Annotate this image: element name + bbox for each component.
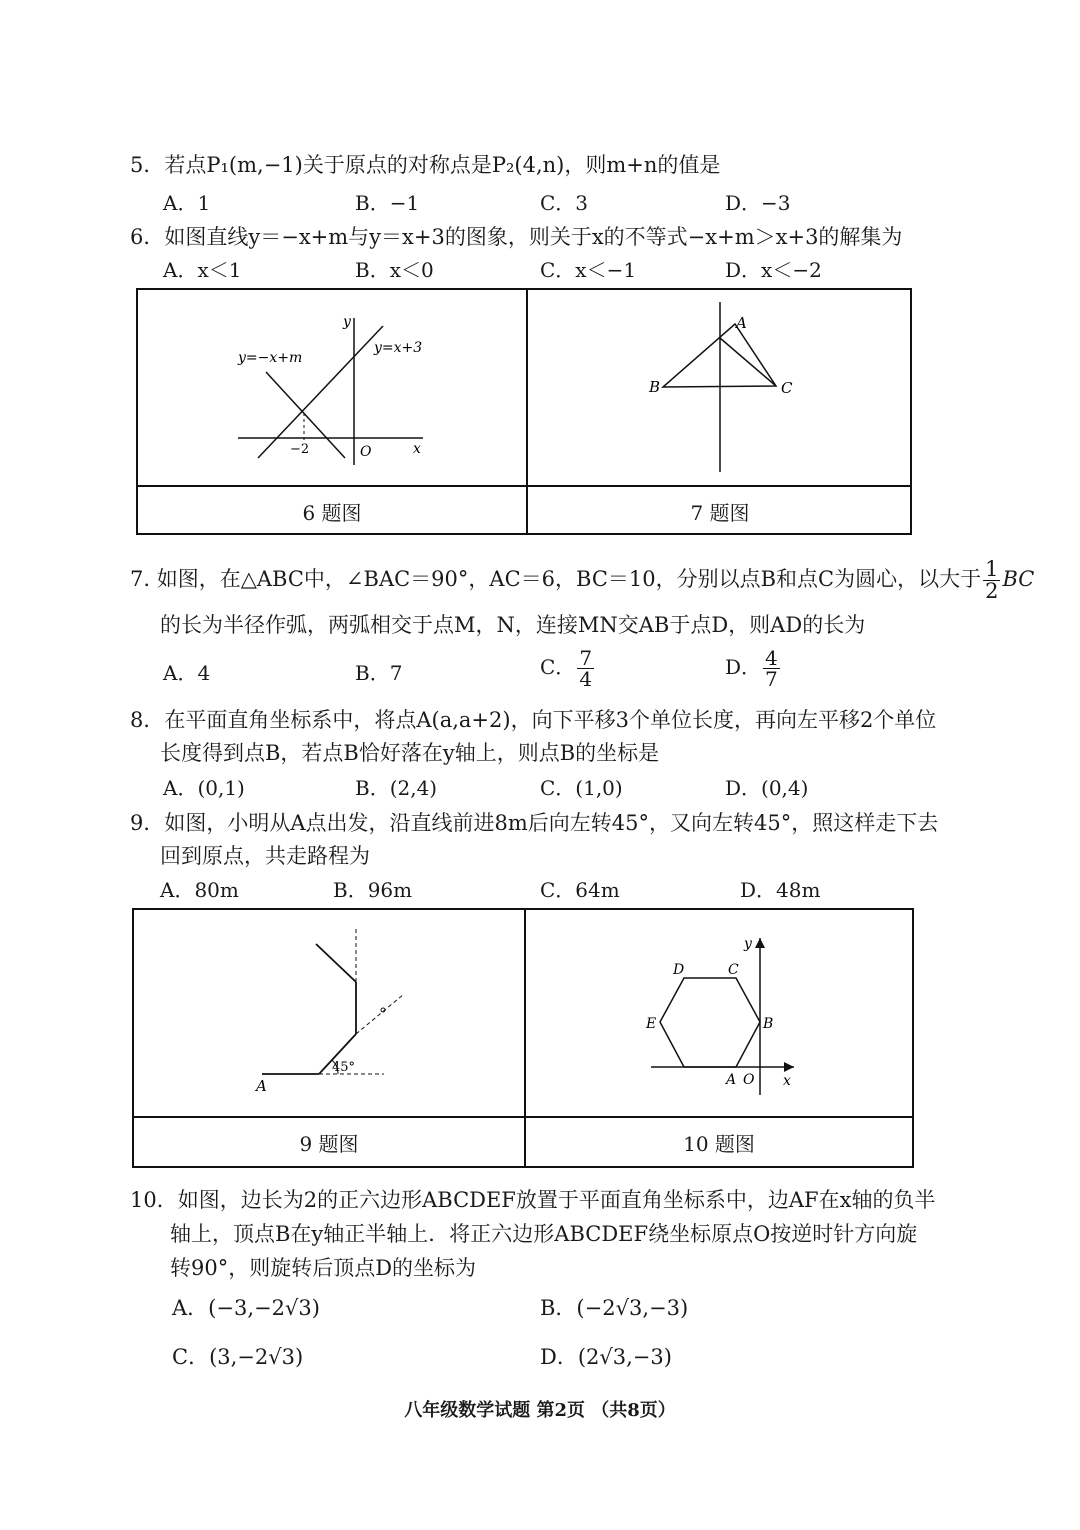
figure-10-hexagon: [526, 910, 912, 1116]
q7-stem-line2: 的长为半径作弧，两弧相交于点M，N，连接MN交AB于点D，则AD的长为: [160, 613, 866, 637]
q8-stem-line1: 8．在平面直角坐标系中，将点A(a,a+2)，向下平移3个单位长度，再向左平移2个单位: [130, 708, 937, 732]
q7-option-a: A．4: [163, 661, 211, 685]
point-a-label: A: [736, 314, 747, 332]
figure-10-caption: 10 题图: [683, 1132, 755, 1156]
figure-table-9-10: [132, 908, 914, 1168]
frac-numerator: 1: [985, 557, 999, 581]
x-axis-arrow: [784, 1062, 794, 1072]
x-axis-label: x: [783, 1073, 791, 1089]
point-c-label: C: [728, 962, 739, 978]
q7-option-c-fraction: [577, 648, 594, 689]
q5-option-c: C．3: [540, 191, 589, 215]
q10-stem-line1: 10．如图，边长为2的正六边形ABCDEF放置于平面直角坐标系中，边AF在x轴的负半: [130, 1188, 936, 1212]
q5-stem: 5．若点P₁(m,−1)关于原点的对称点是P₂(4,n)，则m+n的值是: [130, 153, 721, 177]
y-axis-arrow: [755, 938, 765, 948]
q7-option-d-fraction: [763, 648, 780, 689]
figure-7-triangle: [528, 290, 912, 485]
q7-stem-line1: [130, 559, 1034, 602]
figure-table-6-7: [136, 288, 912, 535]
q8-option-a: A．(0,1): [163, 776, 245, 800]
q9-option-b: B．96m: [333, 878, 413, 902]
q10-option-d: D．(2√3,−3): [540, 1345, 672, 1369]
q10-stem-line2: 轴上，顶点B在y轴正半轴上．将正六边形ABCDEF绕坐标原点O按逆时针方向旋: [170, 1222, 918, 1246]
q6-option-c: C．x＜−1: [540, 258, 637, 282]
q9-stem-line2: 回到原点，共走路程为: [160, 844, 370, 868]
figure-9-caption: 9 题图: [299, 1132, 359, 1156]
q10-option-b: B．(−2√3,−3): [540, 1296, 689, 1320]
page-footer: 八年级数学试题 第2页 （共8页）: [404, 1400, 676, 1421]
figure-6-caption: 6 题图: [302, 501, 362, 525]
q9-stem-line1: 9．如图，小明从A点出发，沿直线前进8m后向左转45°，又向左转45°，照这样走下去: [130, 811, 939, 835]
frac-numerator: 7: [579, 646, 593, 670]
q8-stem-line2: 长度得到点B，若点B恰好落在y轴上，则点B的坐标是: [160, 741, 660, 765]
q8-option-c: C．(1,0): [540, 776, 623, 800]
q5-option-b: B．−1: [355, 191, 420, 215]
q10-option-c: C．(3,−2√3): [172, 1345, 304, 1369]
point-d-label: D: [673, 962, 685, 978]
frac-numerator: 4: [765, 646, 778, 670]
q6-stem: 6．如图直线y＝−x+m与y＝x+3的图象，则关于x的不等式−x+m＞x+3的解集为: [130, 225, 903, 249]
point-c-label: C: [781, 379, 793, 397]
q6-option-a: A．x＜1: [163, 258, 242, 282]
figure-6-graph: [138, 290, 526, 485]
q8-option-d: D．(0,4): [725, 776, 809, 800]
segment-inner: [720, 338, 776, 386]
q7-option-d-label: D．: [725, 655, 762, 679]
origin-label: O: [743, 1072, 755, 1088]
y-axis-label: y: [744, 936, 752, 952]
figure-9-path: [134, 910, 524, 1116]
figure-divider: [138, 485, 910, 487]
frac-denominator: 2: [985, 579, 999, 603]
q9-option-d: D．48m: [740, 878, 821, 902]
angle-label: 45°: [332, 1060, 356, 1075]
frac-denominator: 7: [765, 667, 778, 691]
q7-stem-a: 7. 如图，在△ABC中，∠BAC＝90°，AC＝6，BC＝10，分别以点B和点C为圆心，以大于: [130, 567, 982, 591]
q7-stem-b: BC: [1002, 567, 1035, 591]
q5-option-d: D．−3: [725, 191, 791, 215]
q9-option-a: A．80m: [160, 878, 239, 902]
point-a-label: A: [256, 1077, 267, 1095]
path-segment-4: [316, 944, 356, 982]
q5-option-a: A．1: [163, 191, 211, 215]
figure-7-caption: 7 题图: [690, 501, 750, 525]
q10-option-a: A．(−3,−2√3): [172, 1296, 320, 1320]
q6-option-b: B．x＜0: [355, 258, 434, 282]
point-a-label: A: [726, 1072, 737, 1088]
q8-option-b: B．(2,4): [355, 776, 438, 800]
q6-option-d: D．x＜−2: [725, 258, 822, 282]
q10-stem-line3: 转90°，则旋转后顶点D的坐标为: [170, 1256, 477, 1280]
q7-option-c-label: C．: [540, 655, 576, 679]
q7-option-c: [540, 648, 596, 689]
x-axis-label: x: [413, 441, 421, 457]
neg2-label: −2: [290, 442, 310, 457]
frac-denominator: 4: [579, 667, 593, 691]
q7-option-d: [725, 648, 782, 689]
figure-divider: [134, 1116, 912, 1118]
origin-label: O: [360, 444, 372, 460]
dashed-extension-2: [356, 994, 404, 1034]
q7-option-b: B．7: [355, 661, 403, 685]
fraction-one-half: [983, 559, 1000, 602]
line1-label: y=−x+m: [238, 350, 303, 366]
point-b-label: B: [763, 1016, 774, 1032]
point-b-label: B: [649, 378, 661, 396]
q9-option-c: C．64m: [540, 878, 620, 902]
point-e-label: E: [646, 1016, 657, 1032]
hexagon-abcdef: [660, 978, 760, 1067]
y-axis-label: y: [343, 314, 351, 330]
line2-label: y=x+3: [374, 340, 423, 356]
